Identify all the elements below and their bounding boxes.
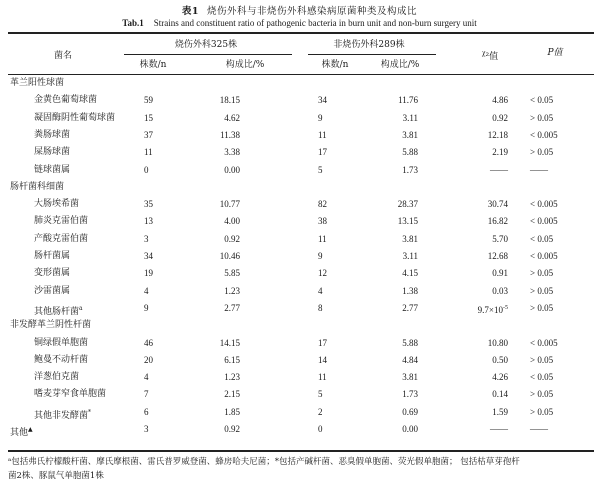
cell-p: < 0.005 (530, 337, 558, 348)
cell-r1: 14.15 (219, 337, 240, 348)
cell-r1: 3.38 (224, 147, 240, 158)
cell-p: > 0.05 (530, 268, 554, 279)
cell-n2: 82 (318, 199, 327, 210)
cell-p: > 0.05 (530, 302, 554, 313)
cell-n2: 9 (318, 112, 323, 123)
cell-r2: 0.69 (402, 406, 418, 417)
bacteria-name: 其他▲ (10, 426, 33, 438)
cell-r1: 4.62 (224, 112, 240, 123)
cell-n2: 4 (318, 285, 323, 296)
cell-n1: 4 (144, 372, 149, 383)
header-strains-nonburn: 株数/n (321, 60, 349, 70)
cell-r2: 3.81 (402, 233, 418, 244)
cell-p: > 0.05 (530, 389, 554, 400)
cell-p: < 0.005 (530, 216, 558, 227)
cell-r1: 1.85 (224, 406, 240, 417)
cell-r2: 3.81 (402, 372, 418, 383)
cell-r1: 2.15 (224, 389, 240, 400)
bacteria-name: 肠杆菌属 (34, 251, 71, 261)
cell-chi: —— (490, 164, 508, 175)
cell-n1: 3 (144, 233, 149, 244)
bacteria-name: 链球菌属 (34, 164, 71, 175)
header-chi-square: $^\chi$²值 (481, 50, 499, 62)
cell-r1: 0.92 (224, 233, 240, 244)
cell-r2: 11.76 (398, 95, 418, 106)
cell-chi: 4.86 (492, 95, 508, 106)
cell-r1: 11.38 (220, 129, 240, 140)
bacteria-name: 大肠埃希菌 (34, 199, 80, 210)
cell-n2: 11 (318, 372, 327, 383)
cell-n1: 6 (144, 406, 149, 417)
bacteria-name: 铜绿假单胞菌 (34, 337, 89, 348)
cell-n2: 11 (318, 233, 327, 244)
cell-chi: 30.74 (487, 199, 508, 210)
header-name: 菌名 (53, 51, 72, 61)
header-ratio-nonburn: 构成比/% (380, 60, 420, 70)
cell-r1: 1.23 (224, 285, 240, 296)
footnote-line-2: 菌2株、豚鼠气单胞菌1株 (8, 471, 104, 481)
cell-n1: 11 (144, 147, 153, 158)
table-title-en (0, 18, 599, 28)
cell-p: < 0.05 (530, 95, 554, 106)
cell-n1: 37 (144, 129, 153, 140)
header-p-value: P值 (547, 48, 563, 58)
table-title-text-cn: 烧伤外科与非烧伤外科感染病原菌种类及构成比 (207, 6, 418, 17)
cell-chi: 12.68 (487, 251, 508, 261)
cell-n1: 7 (144, 389, 149, 400)
cell-r2: 13.15 (397, 216, 418, 227)
cell-n2: 9 (318, 251, 323, 261)
cell-p: > 0.05 (530, 147, 554, 158)
category-label: 肠杆菌科细菌 (10, 181, 65, 192)
cell-n1: 20 (144, 354, 153, 365)
cell-r2: 5.88 (402, 147, 418, 158)
cell-n1: 59 (144, 95, 153, 106)
cell-p: < 0.05 (530, 233, 554, 244)
footnote-line-1: ᵃ包括弗氏柠檬酸杆菌、摩氏摩根菌、雷氏普罗威登菌、蜂房哈夫尼菌；*包括产碱杆菌、恶臭假单胞菌、荧光假单胞菌； 包括枯草芽孢杆 (8, 457, 520, 467)
cell-p: > 0.05 (530, 354, 554, 365)
header-ratio-burn: 构成比/% (225, 60, 265, 70)
header-strains-burn: 株数/n (139, 60, 167, 70)
cell-chi: 4.26 (492, 372, 508, 383)
bottom-rule (8, 450, 594, 452)
cell-r2: 1.73 (402, 389, 418, 400)
cell-p: > 0.05 (530, 285, 554, 296)
cell-n1: 3 (144, 424, 149, 434)
cell-n2: 8 (318, 302, 323, 313)
header-rule (8, 74, 594, 75)
cell-chi: —— (490, 424, 508, 434)
cell-r2: 1.38 (402, 285, 418, 296)
cell-r1: 18.15 (219, 95, 240, 106)
cell-r2: 4.15 (402, 268, 418, 279)
cell-n1: 15 (144, 112, 153, 123)
cell-r1: 6.15 (224, 354, 240, 365)
bacteria-name: 粪肠球菌 (34, 129, 71, 140)
cell-r2: 3.11 (402, 251, 418, 261)
cell-n2: 17 (318, 147, 327, 158)
cell-chi: 0.91 (492, 268, 508, 279)
cell-r1: 10.46 (219, 251, 240, 261)
bacteria-name: 肺炎克雷伯菌 (34, 216, 89, 227)
bacteria-name: 洋葱伯克菌 (34, 372, 80, 383)
cell-r2: 2.77 (402, 302, 418, 313)
cell-r1: 1.23 (224, 372, 240, 383)
table-title-cn (0, 3, 599, 17)
cell-n2: 38 (318, 216, 327, 227)
cell-n2: 17 (318, 337, 327, 348)
cell-n1: 13 (144, 216, 153, 227)
table-label-cn: 表1 (181, 6, 200, 17)
cell-r1: 0.00 (224, 164, 240, 175)
table-footnote (8, 455, 594, 483)
header-group-nonburn: 非烧伤外科289株 (333, 40, 405, 50)
bacteria-name: 产酸克雷伯菌 (34, 233, 89, 244)
cell-r1: 10.77 (219, 199, 240, 210)
cell-n1: 0 (144, 164, 149, 175)
cell-r2: 1.73 (402, 164, 418, 175)
top-rule (8, 32, 594, 34)
bacteria-name: 嗜麦芽窄食单胞菌 (34, 389, 107, 400)
cell-n1: 35 (144, 199, 153, 210)
bacteria-name: 鲍曼不动杆菌 (34, 354, 89, 365)
cell-n2: 2 (318, 406, 323, 417)
cell-p: > 0.05 (530, 112, 554, 123)
cell-p: —— (530, 164, 548, 175)
cell-p: < 0.005 (530, 129, 558, 140)
header-sub-rule-burn (124, 54, 292, 55)
cell-r1: 4.00 (224, 216, 240, 227)
cell-chi: $9.7\times 10^{-5}$ (477, 304, 508, 315)
cell-p: < 0.005 (530, 199, 558, 210)
cell-n2: 14 (318, 354, 327, 365)
cell-r1: 0.92 (224, 424, 240, 434)
cell-r1: 5.85 (224, 268, 240, 279)
cell-r2: 5.88 (402, 337, 418, 348)
cell-n1: 19 (144, 268, 153, 279)
bacteria-name: 其他非发酵菌* (34, 408, 92, 421)
header-group-burn: 烧伤外科325株 (174, 40, 238, 50)
cell-chi: 12.18 (487, 129, 508, 140)
cell-n2: 34 (318, 95, 327, 106)
category-label: 非发酵革兰阴性杆菌 (10, 320, 92, 331)
cell-p: > 0.05 (530, 406, 554, 417)
cell-n1: 9 (144, 302, 149, 313)
cell-r1: 2.77 (224, 302, 240, 313)
category-label: 革兰阳性球菌 (10, 78, 65, 88)
cell-r2: 3.81 (402, 129, 418, 140)
cell-chi: 0.92 (492, 112, 508, 123)
bacteria-name: 变形菌属 (34, 268, 71, 279)
cell-chi: 2.19 (492, 147, 508, 158)
cell-n2: 5 (318, 389, 323, 400)
cell-chi: 0.14 (492, 389, 508, 400)
cell-r2: 4.84 (402, 354, 418, 365)
cell-chi: 5.70 (492, 233, 508, 244)
cell-n2: 5 (318, 164, 323, 175)
cell-n1: 34 (144, 251, 153, 261)
cell-r2: 0.00 (402, 424, 418, 434)
cell-n2: 11 (318, 129, 327, 140)
cell-n2: 12 (318, 268, 327, 279)
cell-chi: 1.59 (492, 406, 508, 417)
bacteria-name: 金黄色葡萄球菌 (34, 95, 98, 106)
cell-chi: 10.80 (487, 337, 508, 348)
cell-n2: 0 (318, 424, 323, 434)
cell-p: < 0.05 (530, 372, 554, 383)
cell-n1: 4 (144, 285, 149, 296)
bacteria-name: 其他肠杆菌$^a$ (34, 304, 83, 317)
cell-p: —— (530, 424, 548, 434)
cell-n1: 46 (144, 337, 153, 348)
bacteria-name: 屎肠球菌 (34, 147, 71, 158)
header-sub-rule-nonburn (308, 54, 436, 55)
bacteria-name: 凝固酶阴性葡萄球菌 (34, 112, 116, 123)
cell-chi: 0.03 (492, 285, 508, 296)
bacteria-name: 沙雷菌属 (34, 285, 71, 296)
cell-r2: 3.11 (402, 112, 418, 123)
cell-chi: 16.82 (487, 216, 508, 227)
table-title-text-en: Strains and constituent ratio of pathogenic bacteria in burn unit and non-burn surgery unit (153, 18, 477, 28)
table-label-en: Tab.1 (122, 18, 144, 28)
cell-chi: 0.50 (492, 354, 508, 365)
cell-p: < 0.005 (530, 251, 558, 261)
cell-r2: 28.37 (397, 199, 418, 210)
